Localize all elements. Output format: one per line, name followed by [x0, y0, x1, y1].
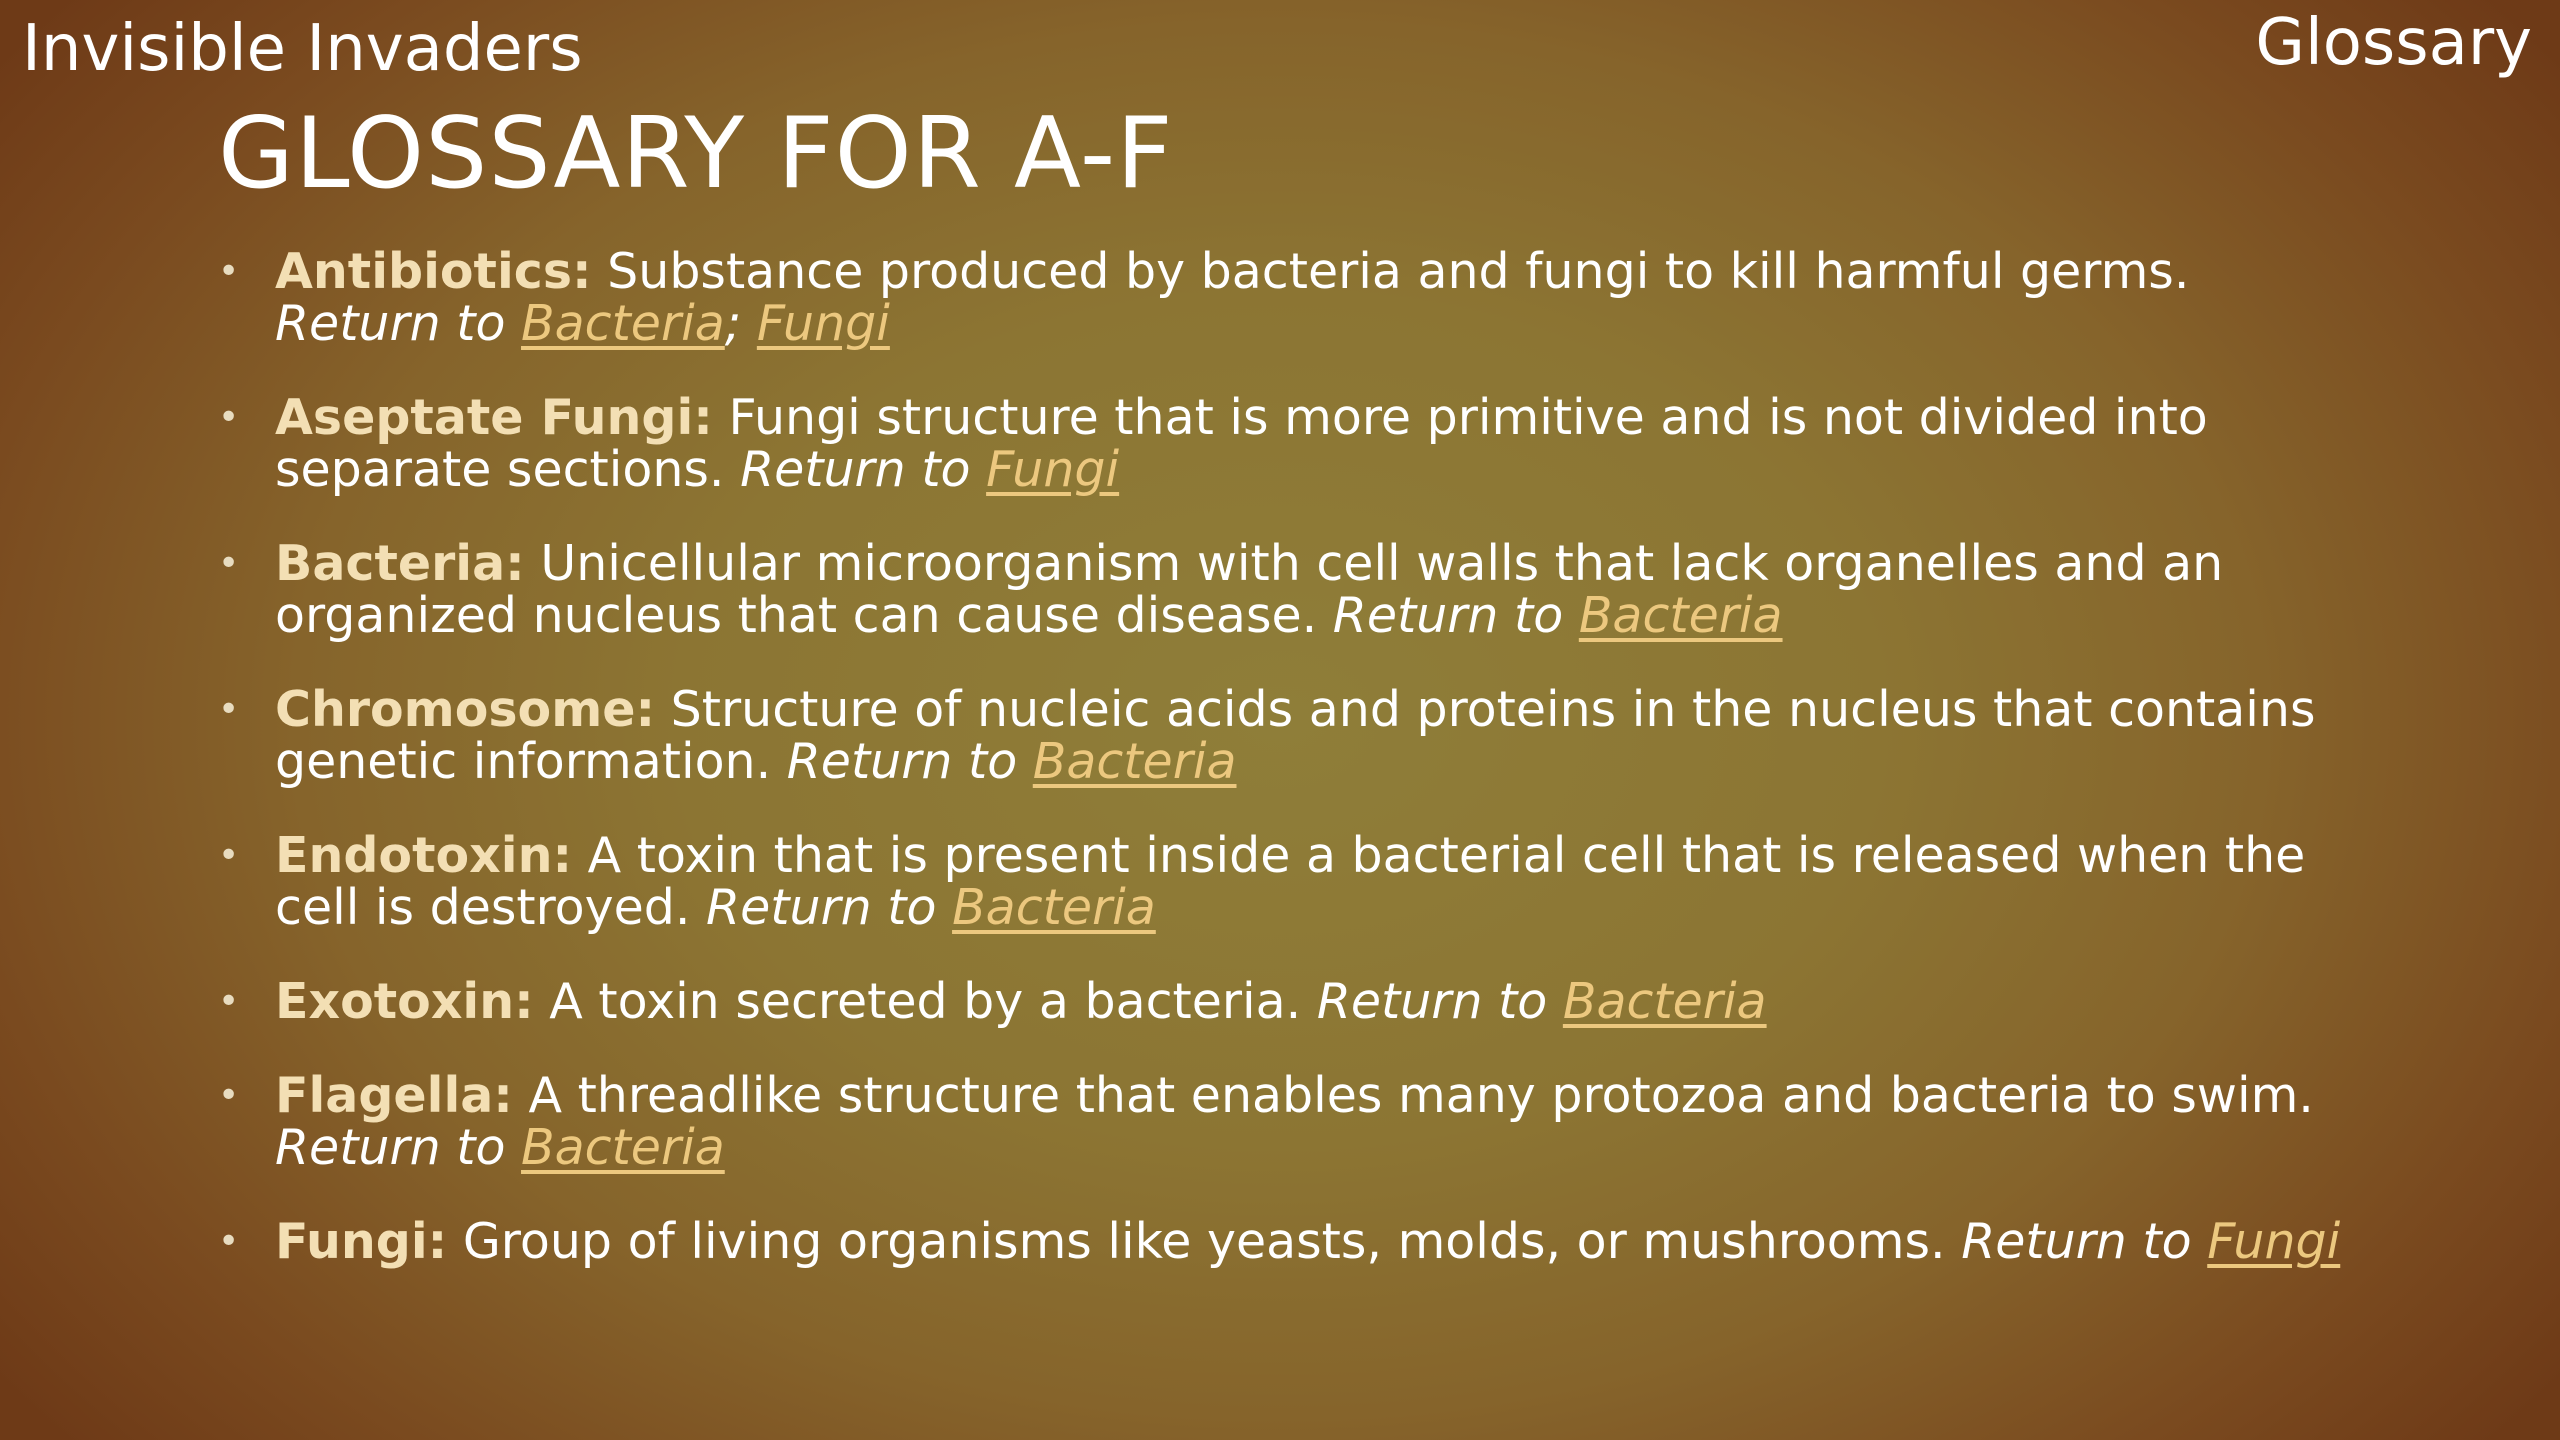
glossary-term: Bacteria:: [275, 535, 525, 592]
glossary-list: [218, 243, 2368, 1310]
glossary-item-antibiotics: [218, 243, 2368, 352]
glossary-item-endotoxin: [218, 827, 2368, 936]
glossary-definition: Fungi structure that is more primitive and is not divided into separate sections.: [275, 389, 2208, 498]
return-link-bacteria[interactable]: Bacteria: [1032, 733, 1237, 790]
return-link-bacteria[interactable]: Bacteria: [1562, 973, 1767, 1030]
glossary-definition: Substance produced by bacteria and fungi to kill harmful germs.: [591, 243, 2190, 300]
return-to-label: Return to: [740, 441, 987, 498]
link-separator: ;: [724, 295, 757, 352]
glossary-item-aseptate-fungi: [218, 389, 2368, 498]
glossary-term: Endotoxin:: [275, 827, 573, 884]
return-to-label: Return to: [1332, 587, 1579, 644]
return-link-bacteria[interactable]: Bacteria: [1578, 587, 1783, 644]
glossary-term: Fungi:: [275, 1213, 448, 1270]
return-link-fungi[interactable]: Fungi: [986, 441, 1120, 498]
glossary-definition: A toxin secreted by a bacteria.: [533, 973, 1317, 1030]
glossary-item-exotoxin: [218, 973, 2368, 1030]
glossary-item-bacteria: [218, 535, 2368, 644]
glossary-definition: A threadlike structure that enables many protozoa and bacteria to swim.: [512, 1067, 2314, 1124]
glossary-item-fungi: [218, 1213, 2368, 1270]
presentation-title: Invisible Invaders: [22, 12, 583, 86]
return-to-label: Return to: [786, 733, 1033, 790]
return-to-label: Return to: [275, 1119, 522, 1176]
glossary-definition: Group of living organisms like yeasts, molds, or mushrooms.: [447, 1213, 1962, 1270]
glossary-term: Chromosome:: [275, 681, 656, 738]
return-link-bacteria[interactable]: Bacteria: [521, 295, 725, 352]
glossary-term: Flagella:: [275, 1067, 513, 1124]
glossary-item-chromosome: [218, 681, 2368, 790]
glossary-term: Aseptate Fungi:: [275, 389, 713, 446]
glossary-term: Antibiotics:: [275, 243, 592, 300]
return-link-bacteria[interactable]: Bacteria: [521, 1119, 725, 1176]
slide-title: GLOSSARY FOR A-F: [218, 97, 1174, 211]
return-to-label: Return to: [1316, 973, 1563, 1030]
section-label: Glossary: [2255, 6, 2532, 80]
glossary-definition: Unicellular microorganism with cell walls that lack organelles and an organized nucleus that can cause disease.: [275, 535, 2224, 644]
glossary-item-flagella: [218, 1067, 2368, 1176]
return-link-fungi[interactable]: Fungi: [2207, 1213, 2341, 1270]
glossary-definition: A toxin that is present inside a bacterial cell that is released when the cell is destroyed.: [275, 827, 2306, 936]
return-link-bacteria[interactable]: Bacteria: [952, 879, 1156, 936]
return-to-label: Return to: [275, 295, 522, 352]
return-link-fungi[interactable]: Fungi: [756, 295, 890, 352]
glossary-term: Exotoxin:: [275, 973, 534, 1030]
return-to-label: Return to: [706, 879, 953, 936]
glossary-definition: Structure of nucleic acids and proteins in the nucleus that contains genetic information.: [275, 681, 2316, 790]
return-to-label: Return to: [1961, 1213, 2208, 1270]
